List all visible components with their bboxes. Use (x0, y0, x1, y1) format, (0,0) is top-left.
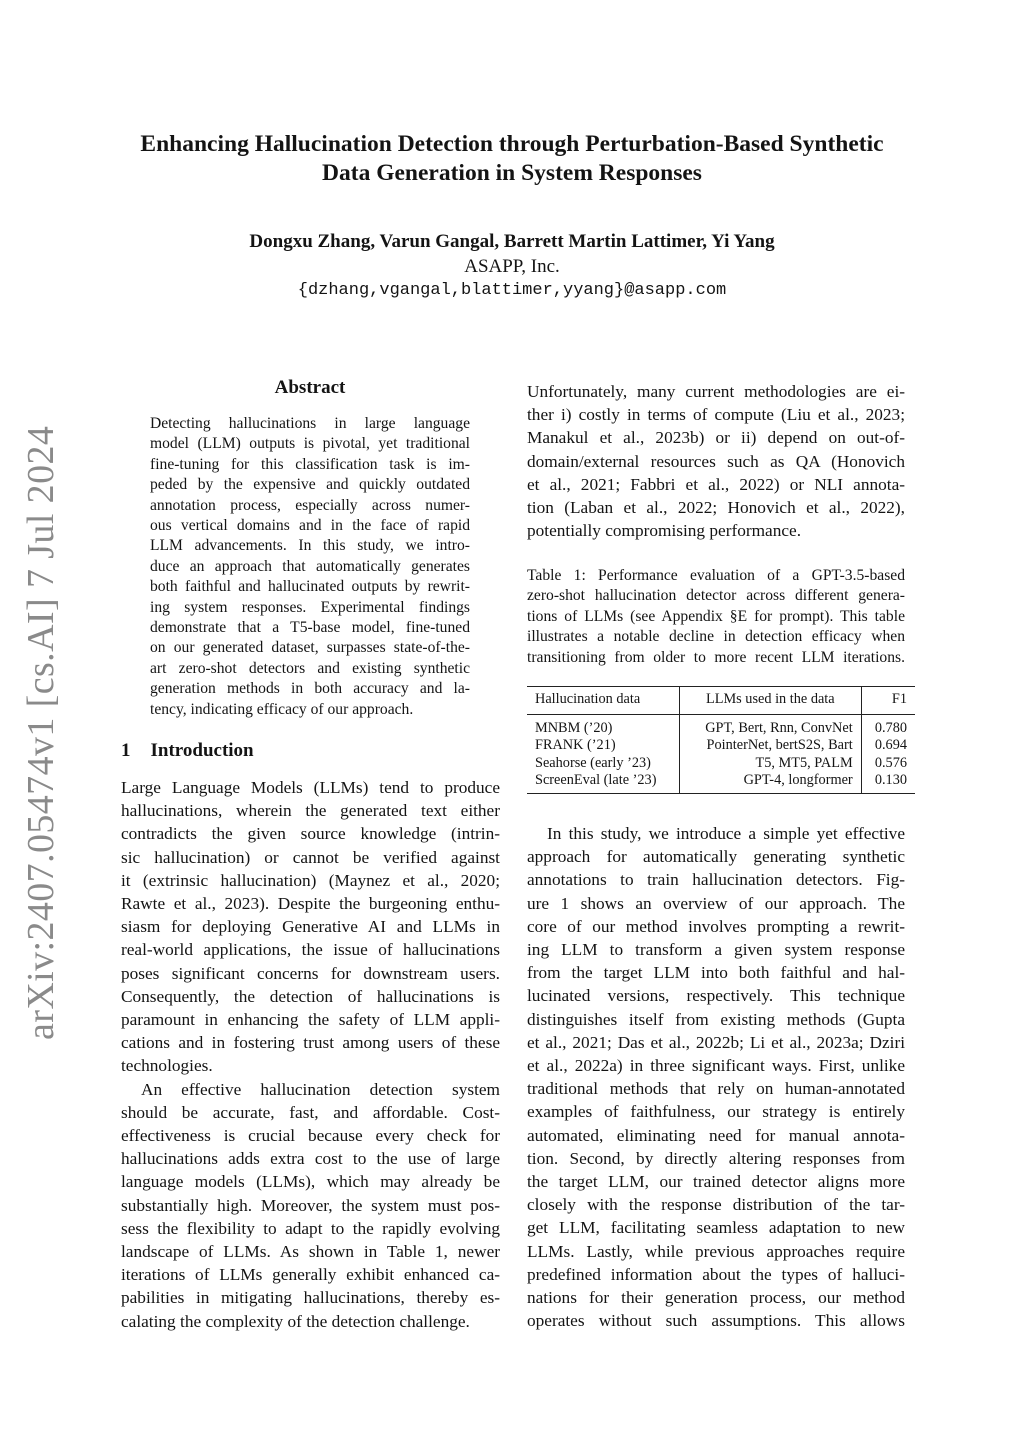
text-line: should be accurate, fast, and affordable. Cost- (121, 1102, 500, 1122)
abstract-line: on our generated dataset, surpasses state-of-the- (150, 639, 470, 657)
text-line: annotations to train hallucination detectors. Fig- (527, 870, 905, 890)
text-line: technologies. (121, 1056, 213, 1076)
abstract-line: demonstrate that a T5-base model, fine-tuned (150, 619, 470, 637)
abstract-line: fine-tuning for this classification task is im- (150, 455, 470, 473)
email[interactable]: {dzhang,vgangal,blattimer,yyang}@asapp.com (297, 281, 727, 300)
abstract-line: peded by the expensive and quickly outdated (150, 476, 470, 494)
text-line: calating the complexity of the detection challenge. (121, 1311, 470, 1331)
text-line: et al., 2022a) in three significant ways. First, unlike (527, 1056, 905, 1076)
abstract-line: annotation process, especially across numer- (150, 496, 470, 514)
table-row (527, 772, 915, 793)
text-line: domain/external resources such as QA (Honovich (527, 451, 905, 471)
table-cell: T5, MT5, PALM (679, 755, 861, 773)
table-cell: ScreenEval (late ’23) (527, 772, 679, 793)
table-cell: Seahorse (early ’23) (527, 755, 679, 773)
right-column-bottom-text (527, 822, 905, 1332)
table-cell: GPT, Bert, Rnn, ConvNet (679, 714, 861, 737)
caption-line: illustrates a notable decline in detection efficacy when (527, 628, 905, 646)
title-line: Enhancing Hallucination Detection through Perturbation-Based Synthetic (140, 131, 884, 157)
right-column-top-text (527, 380, 905, 542)
text-line: iterations of LLMs generally exhibit enhanced ca- (121, 1265, 500, 1285)
arxiv-stamp: arXiv:2407.05474v1 [cs.AI] 7 Jul 2024 (20, 425, 62, 1040)
text-line: effectiveness is crucial because every check for (121, 1126, 500, 1146)
text-line: et al., 2021; Das et al., 2022b; Li et al., 2023a; Dziri (527, 1032, 905, 1052)
left-column-text (121, 776, 500, 1333)
results-table (527, 686, 915, 794)
text-line: lucinated versions, respectively. This technique (527, 986, 905, 1006)
text-line: potentially compromising performance. (527, 521, 802, 541)
text-line: ing LLM to transform a given system response (527, 940, 905, 960)
text-line: et al., 2021; Fabbri et al., 2022) or NLI annota- (527, 474, 905, 494)
text-line: operates without such assumptions. This allows (527, 1311, 905, 1331)
text-line: substantially high. Moreover, the system must pos- (121, 1195, 500, 1215)
abstract-line: duce an approach that automatically generates (150, 557, 470, 575)
text-line: siasm for deploying Generative AI and LLMs in (121, 917, 500, 937)
table-caption (527, 566, 905, 668)
text-line: sess the flexibility to adapt to the rapidly evolving (121, 1218, 500, 1238)
table-header-cell: F1 (891, 691, 907, 707)
caption-line: transitioning from older to more recent LLM iterations. (527, 648, 905, 666)
abstract-body (150, 414, 470, 720)
text-line: landscape of LLMs. As shown in Table 1, newer (121, 1242, 500, 1262)
text-line: closely with the response distribution of the tar- (527, 1195, 905, 1215)
text-line: nations for their generation process, our method (527, 1288, 905, 1308)
text-line: from the target LLM into both faithful and hal- (527, 963, 905, 983)
text-line: tion. Second, by directly altering responses from (527, 1148, 905, 1168)
abstract-line: ous vertical domains and in the face of rapid (150, 517, 470, 535)
abstract-heading: Abstract (274, 377, 346, 398)
abstract-line: tency, indicating efficacy of our approach. (150, 700, 414, 718)
abstract-line: ing system responses. Experimental findings (150, 598, 470, 616)
text-line: tion (Laban et al., 2022; Honovich et al., 2022), (527, 498, 905, 518)
table-cell: 0.130 (874, 772, 907, 789)
text-line: LLMs. Lastly, while previous approaches require (527, 1241, 905, 1261)
table-row (527, 755, 915, 773)
table-cell: FRANK (’21) (527, 737, 679, 755)
text-line: paramount in enhancing the safety of LLM appli- (121, 1010, 500, 1030)
text-line: language models (LLMs), which may already be (121, 1172, 500, 1192)
text-line: predefined information about the types of halluci- (527, 1264, 905, 1284)
text-line: Large Language Models (LLMs) tend to produce (121, 778, 500, 797)
table-cell: MNBM (’20) (527, 714, 679, 737)
text-line: the target LLM, our trained detector aligns more (527, 1172, 905, 1192)
text-line: sic hallucination) or cannot be verified against (121, 847, 500, 867)
text-line: examples of faithfulness, our strategy is entirely (527, 1102, 905, 1122)
authors: Dongxu Zhang, Varun Gangal, Barrett Martin Lattimer, Yi Yang (249, 231, 775, 252)
table-cell: 0.576 (874, 754, 907, 771)
table-row (527, 714, 915, 737)
abstract-line: both faithful and hallucinated outputs by rewrit- (150, 578, 470, 596)
section-title: Introduction (150, 740, 254, 761)
table-cell: 0.694 (874, 737, 907, 754)
text-line: it (extrinsic hallucination) (Maynez et al., 2020; (121, 870, 500, 890)
text-line: get LLM, facilitating seamless adaptation to new (527, 1218, 905, 1238)
text-line: cations and in fostering trust among users of these (121, 1033, 500, 1053)
text-line: hallucinations, wherein the generated text either (121, 801, 500, 821)
affiliation: ASAPP, Inc. (464, 256, 560, 277)
text-line: real-world applications, the issue of hallucinations (121, 940, 500, 960)
table-cell: GPT-4, longformer (679, 772, 861, 793)
abstract-line: model (LLM) outputs is pivotal, yet traditional (150, 435, 470, 453)
table-header-cell: LLMs used in the data (679, 687, 861, 715)
text-line: ure 1 shows an overview of our approach. The (527, 893, 905, 913)
text-line: ther i) costly in terms of compute (Liu et al., 2023; (527, 405, 905, 425)
text-line: hallucinations adds extra cost to the use of large (121, 1149, 500, 1169)
text-line: Manakul et al., 2023b) or ii) depend on out-of- (527, 428, 905, 448)
abstract-line: Detecting hallucinations in large language (150, 415, 470, 432)
text-line: Rawte et al., 2023). Despite the burgeoning enthu- (121, 894, 500, 914)
title-line: Data Generation in System Responses (322, 160, 702, 186)
text-line: Consequently, the detection of hallucinations is (121, 986, 500, 1006)
text-line: In this study, we introduce a simple yet effective (547, 824, 905, 843)
text-line: approach for automatically generating synthetic (527, 847, 905, 867)
section-heading (121, 740, 254, 762)
paper-title (100, 130, 924, 188)
table-cell: 0.780 (874, 719, 907, 736)
text-line: automated, eliminating need for manual annota- (527, 1125, 905, 1145)
text-line: traditional methods that rely on human-annotated (527, 1079, 905, 1099)
table-header-cell: Hallucination data (527, 687, 679, 715)
text-line: poses significant concerns for downstream users. (121, 963, 500, 983)
table-row (527, 737, 915, 755)
table-header-row (527, 687, 915, 715)
text-line: core of our method involves prompting a rewrit- (527, 916, 905, 936)
text-line: distinguishes itself from existing methods (Gupta (527, 1009, 905, 1029)
text-line: contradicts the given source knowledge (intrin- (121, 824, 500, 844)
table-cell: PointerNet, bertS2S, Bart (679, 737, 861, 755)
text-line: Unfortunately, many current methodologies are ei- (527, 382, 905, 401)
section-number: 1 (121, 740, 131, 761)
caption-line: zero-shot hallucination detector across different genera- (527, 587, 905, 605)
text-line: An effective hallucination detection system (141, 1079, 500, 1099)
abstract-line: generation methods in both accuracy and la- (150, 680, 470, 698)
abstract-line: LLM advancements. In this study, we intro- (150, 537, 470, 555)
caption-line: Table 1: Performance evaluation of a GPT-3.5-based (527, 567, 905, 584)
caption-line: tions of LLMs (see Appendix §E for prompt). This table (527, 607, 905, 625)
text-line: pabilities in mitigating hallucinations, thereby es- (121, 1288, 500, 1308)
abstract-line: art zero-shot detectors and existing synthetic (150, 659, 470, 677)
